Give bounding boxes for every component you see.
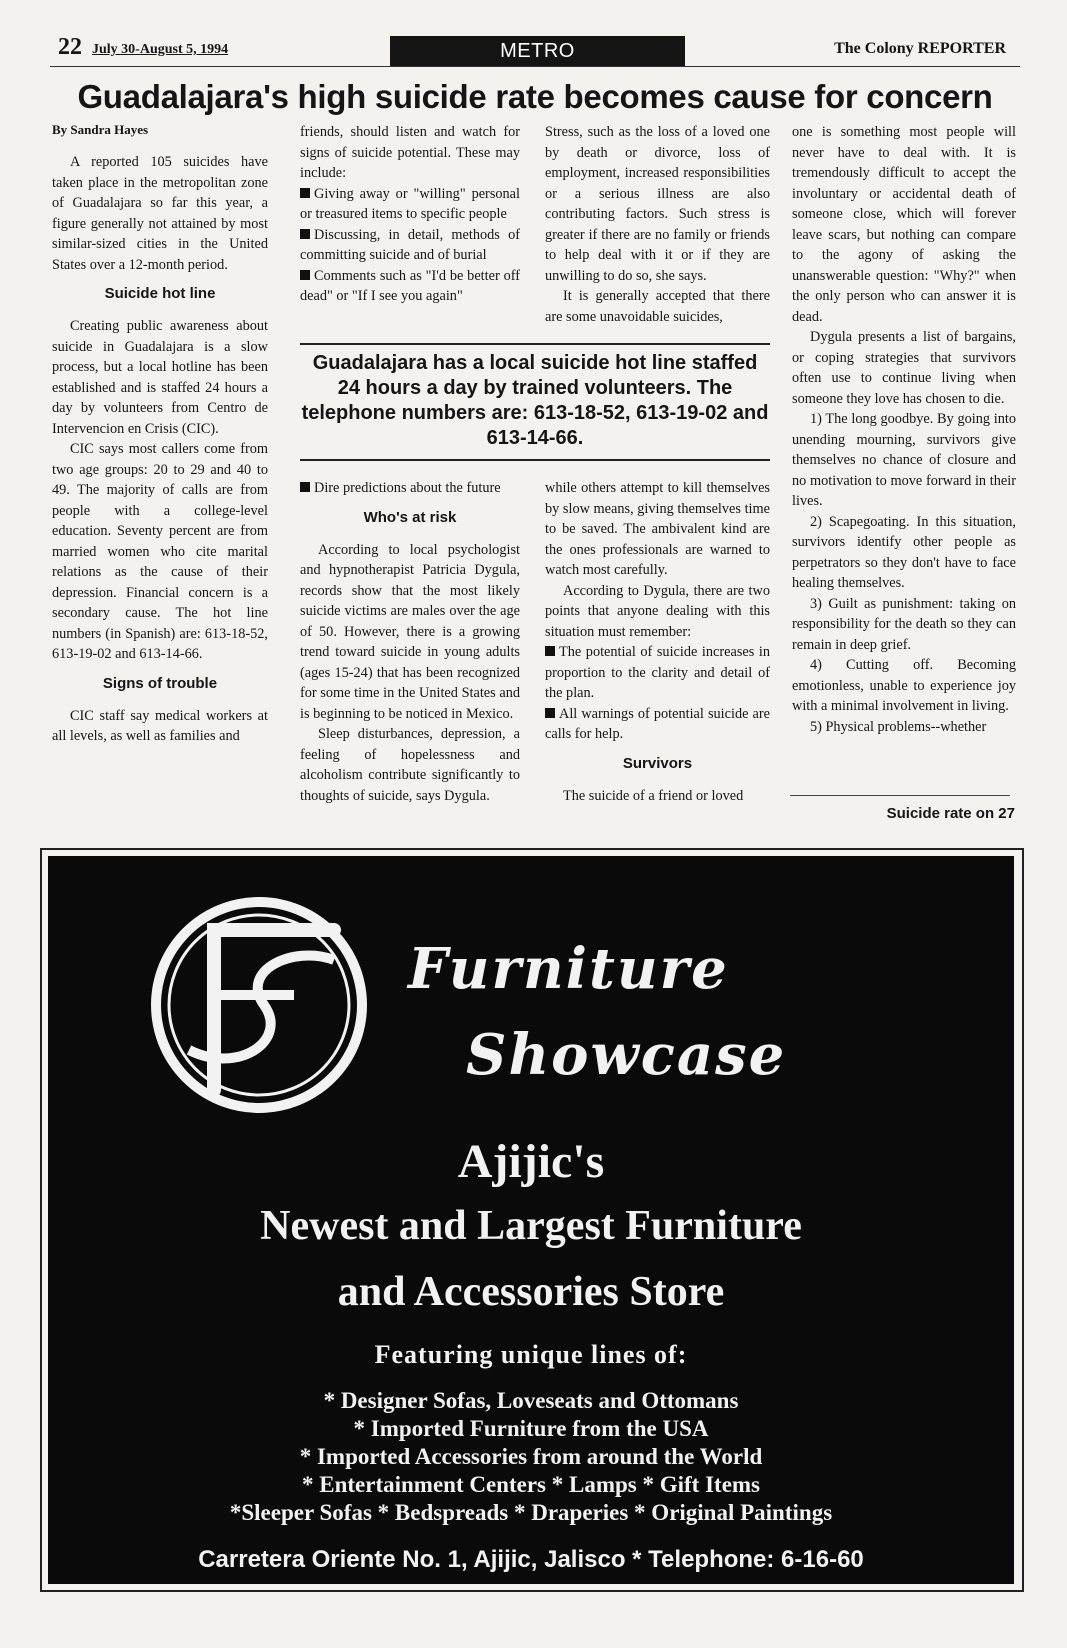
- column-1: [52, 122, 268, 747]
- column-2-top: [300, 122, 520, 307]
- pull-quote: Guadalajara has a local suicide hot line staffed 24 hours a day by trained volunteers. The telephone numbers are: 613-18-52, 613-19-02 and 613-14-66.: [300, 343, 770, 461]
- ad-tagline-2: and Accessories Store: [337, 1269, 725, 1315]
- paragraph: Creating public awareness about suicide in Guadalajara is a slow process, but a local hotline has been established and is staffed 24 hours a day by volunteers from Centro de Intervencion en Crisis (CIC).: [52, 318, 268, 437]
- subhead-signs: Signs of trouble: [102, 674, 218, 692]
- column-3-top: [545, 122, 770, 327]
- bullet-text: Giving away or "willing" personal or treasured items to specific people: [300, 185, 520, 222]
- bullet-square-icon: [300, 229, 310, 239]
- paragraph: 1) The long goodbye. By going into unending mourning, survivors give themselves no chance of closure and no motivation to move forward in their lives.: [792, 411, 1016, 509]
- masthead: [50, 34, 1020, 64]
- bullet-text: The potential of suicide increases in proportion to the clarity and detail of the plan.: [545, 644, 770, 701]
- bullet-item: [300, 266, 520, 307]
- jump-rule: [790, 795, 1010, 796]
- brand-name-line2: Showcase: [466, 1022, 787, 1088]
- byline: By Sandra Hayes: [52, 122, 149, 137]
- subhead-survivors: Survivors: [622, 754, 693, 772]
- ad-address: Carretera Oriente No. 1, Ajijic, Jalisco * Telephone: 6-16-60: [198, 1546, 864, 1573]
- ad-item: * Designer Sofas, Loveseats and Ottomans: [323, 1388, 739, 1413]
- bullet-item: [545, 642, 770, 704]
- paragraph: one is something most people will never have to deal with. It is tremendously difficult to accept the involuntary or accidental death of someone close, which will forever leave scars, but nothing can compare to the agony of asking the unanswerable question: "Why?" when the only person who can answer it is dead.: [792, 124, 1016, 325]
- bullet-square-icon: [300, 270, 310, 280]
- bullet-text: All warnings of potential suicide are calls for help.: [545, 705, 770, 742]
- paragraph: The suicide of a friend or loved: [563, 787, 744, 804]
- subhead-at-risk: Who's at risk: [363, 508, 457, 526]
- paragraph: 5) Physical problems--whether: [810, 718, 987, 735]
- bullet-item: [300, 184, 520, 225]
- paragraph: CIC says most callers come from two age groups: 20 to 29 and 40 to 49. The majority of calls are from people with a college-level education. Seventy percent are from married women who cite marital relations as the cause of their depression. Financial concern is a secondary cause. The hot line numbers (in Spanish) are: 613-18-52, 613-19-02 and 613-14-66.: [52, 441, 268, 662]
- paragraph: A reported 105 suicides have taken place in the metropolitan zone of Guadalajara so far this year, a figure generally not attained by most similar-sized cities in the United States over a 12-month period.: [52, 154, 268, 273]
- paragraph: 2) Scapegoating. In this situation, survivors identify other people as perpetrators so they don't have to face healing themselves.: [792, 513, 1016, 591]
- ad-item: * Imported Accessories from around the World: [299, 1444, 763, 1469]
- ad-item: *Sleeper Sofas * Bedspreads * Draperies * Original Paintings: [229, 1500, 833, 1525]
- furniture-showcase-logo-icon: [144, 890, 374, 1120]
- bullet-text: Comments such as "I'd be better off dead" or "If I see you again": [300, 267, 520, 304]
- bullet-square-icon: [300, 188, 310, 198]
- headline: Guadalajara's high suicide rate becomes cause for concern: [77, 78, 993, 115]
- ad-location: Ajijic's: [457, 1135, 605, 1188]
- furniture-advertisement: [48, 856, 1014, 1584]
- bullet-square-icon: [545, 708, 555, 718]
- paragraph: It is generally accepted that there are some unavoidable suicides,: [545, 288, 770, 325]
- column-3-bottom: [545, 478, 770, 806]
- paragraph: CIC staff say medical workers at all levels, as well as families and: [52, 707, 268, 744]
- masthead-rule: [50, 66, 1020, 67]
- paragraph: Dygula presents a list of bargains, or coping strategies that survivors often use to continue living when someone they love has chosen to die.: [792, 329, 1016, 407]
- paragraph: Sleep disturbances, depression, a feeling of hopelessness and alcoholism contribute significantly to thoughts of suicide, says Dygula.: [300, 726, 520, 804]
- paragraph: According to local psychologist and hypnotherapist Patricia Dygula, records show that the most likely suicide victims are males over the age of 50. However, there is a growing trend toward suicide in young adults (ages 15-24) that has been recognized for some time in the United States and is beginning to be noticed in Mexico.: [300, 541, 520, 722]
- bullet-item: [545, 704, 770, 745]
- paragraph: 3) Guilt as punishment: taking on responsibility for the death so they can remain in deep grief.: [792, 595, 1016, 653]
- bullet-text: Dire predictions about the future: [314, 480, 501, 496]
- brand-name-line1: Furniture: [408, 936, 729, 1002]
- column-4: [792, 122, 1016, 737]
- subhead-hot-line: Suicide hot line: [104, 285, 216, 302]
- column-2-bottom: [300, 478, 520, 806]
- page-number: 22: [58, 34, 82, 60]
- paragraph: According to Dygula, there are two points that anyone dealing with this situation must remember:: [545, 582, 770, 640]
- bullet-item: [300, 478, 520, 499]
- bullet-text: Discussing, in detail, methods of committing suicide and of burial: [300, 226, 520, 263]
- ad-item: * Entertainment Centers * Lamps * Gift Items: [301, 1472, 761, 1497]
- bullet-item: [300, 225, 520, 266]
- ad-item: * Imported Furniture from the USA: [353, 1416, 709, 1441]
- paragraph: while others attempt to kill themselves by slow means, giving themselves time to be saved. The ambivalent kind are the ones professionals are warned to watch most carefully.: [545, 480, 770, 578]
- paragraph: Stress, such as the loss of a loved one by death or divorce, loss of employment, increased responsibilities or a serious illness are also contributing factors. Such stress is greater if there are no family or friends to help deal with it or if they are unwilling to do so, she says.: [545, 124, 770, 284]
- section-tag: METRO: [390, 36, 685, 66]
- paragraph: friends, should listen and watch for signs of suicide potential. These may include:: [300, 124, 520, 181]
- jump-line: Suicide rate on 27: [886, 805, 1015, 822]
- ad-featuring: Featuring unique lines of:: [374, 1340, 688, 1369]
- paragraph: 4) Cutting off. Becoming emotionless, unable to experience joy with a minimal involvement in living.: [792, 657, 1016, 714]
- paper-name: The Colony REPORTER: [834, 40, 1006, 57]
- bullet-square-icon: [300, 482, 310, 492]
- ad-tagline-1: Newest and Largest Furniture: [260, 1203, 802, 1249]
- bullet-square-icon: [545, 646, 555, 656]
- issue-date: July 30-August 5, 1994: [92, 42, 229, 57]
